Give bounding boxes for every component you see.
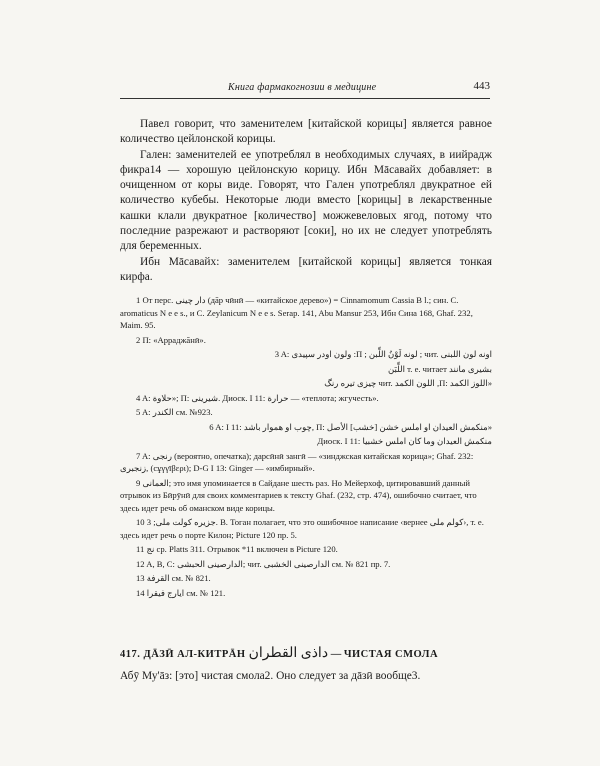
paragraph: Ибн Мāсавайх: заменителем [китайской корицы] является тонкая кирфа. — [120, 255, 492, 283]
footnotes — [120, 294, 492, 601]
entry-heading-arabic: داذى القطران — [248, 646, 329, 661]
footnote: چیزی تیره رنگ чит. اللون الکمد ,П: اللوز الکمد» — [324, 378, 492, 388]
footnote: 3 A: ولون اودر سپیدی :П ; لونه لَوْنُ اللِّبن ; чит. اونه لون اللبنی — [274, 349, 492, 359]
page-number: 443 — [473, 80, 490, 92]
footnote: 6 A: I 11: چوب او هموار باشد, П: منکمش العیدان او املس خشن [خشب] الأصل» — [209, 421, 492, 432]
footnote: 2 П: «Арраджāнӣ». — [136, 334, 206, 345]
footnote: 9 العمانی; это имя упоминается в Сайдане шесть раз. Но Мейерхоф, цитировавший данный отрывок из Бӣрӯнӣ для своих комментариев к тексту Ghaf. (232, стр. 474), ошибочно считает, что здесь идет речь об оманском виде корицы. — [120, 477, 477, 513]
footnote: 10 جزیره کولت ملی; 3. В. Тоган полагает, что это ошибочное написание ‹вернее کولم ملی›, т. е. здесь идет речь о порте Килон; Picture 120 пр. 5. — [120, 517, 484, 540]
footnote: 4 A: حلاوة»; П: شیرینی. Диоск. I 11: حرارة — «теплота; жгучесть». — [136, 392, 379, 403]
footnote: 12 A, B, C: الدارصینی الحبشی; чит. الدارصینی الخشبی см. № 821 пр. 7. — [136, 558, 391, 569]
entry-heading-russian: — ЧИСТАЯ СМОЛА — [330, 649, 439, 660]
entry-text: Абӯ Му'āз: [это] чистая смола2. Оно следует за дāзӣ вообще3. — [120, 670, 421, 682]
running-title: Книга фармакогнозии в медицине — [228, 82, 377, 93]
footnote: 13 القرفة см. № 821. — [136, 573, 211, 583]
footnote: 11 نج ср. Platts 311. Отрывок *11 включен в Picture 120. — [136, 544, 338, 554]
footnote: 7 A: رنجی (вероятно, опечатка); дарсӣнӣ зангӣ — «зинджская китайская корица»; Ghaf. 232: زنجبری, (сұγγīβερι); D-G I 13: Ginger — «имбирный». — [120, 450, 474, 473]
footnote: 1 От перс. دار چینی (дāр чӣнӣ — «китайское дерево») = Cinnamomum Cassia B l.; син. C. aromaticus N e e s., и C. Zeylanicum N e e s. Serap. 141, Abu Mansur 253, Ибн Сина 168, Ghaf. 232, Maim. 95. — [120, 295, 473, 330]
entry-heading-latin: 417. ДĀЗӢ АЛ-КИТРĀН — [120, 649, 246, 660]
entry-heading — [120, 645, 492, 662]
footnote: Диоск. I 11: منکمش العیدان وما کان املس خشبیا — [317, 436, 492, 446]
footnote: 14 ایارج فیقرا см. № 121. — [136, 587, 226, 598]
paragraph: Павел говорит, что заменителем [китайской корицы] является равное количество цейлонской корицы. — [120, 118, 492, 146]
footnote: 5 A: الکندر см. №923. — [136, 407, 213, 417]
page-header — [120, 78, 490, 99]
footnote: اللِّبَن т. е. читает بشیری مانند — [388, 363, 492, 374]
paragraph: Гален: заменителей ее употреблял в необходимых случаях, в иийрадж фикра14 — хорошую цейлонскую корицу. Ибн Мāсавайх добавляет: в очищенном от коры виде. Говорят, что Гален употреблял двукратное ей количество кубебы. Некоторые люди вместо [корицы] в лекарственные кашки клали двукратное [количество] можжевеловых ягод, потому что последние разрежают и растворяют [соки], но их не следует употреблять для беременных. — [120, 148, 492, 253]
main-text — [120, 117, 492, 285]
